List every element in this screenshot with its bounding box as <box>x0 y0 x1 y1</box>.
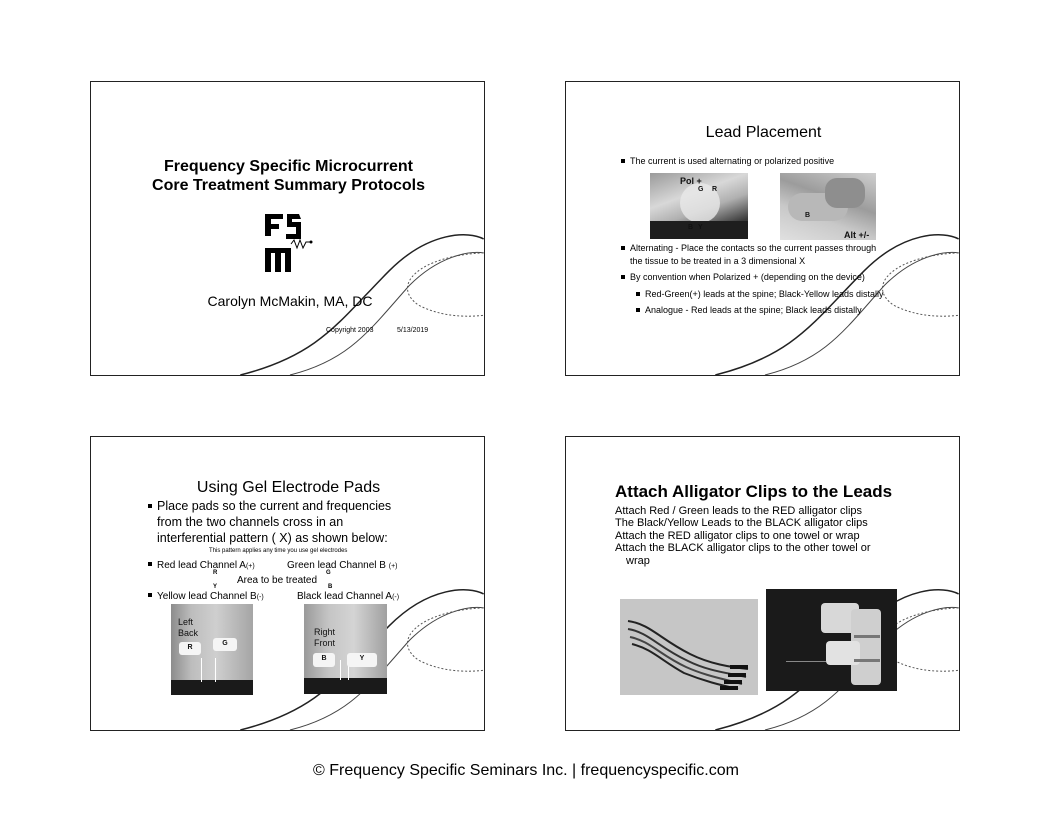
slide-title: Lead Placement <box>705 124 822 141</box>
yellow-lead-sign: (-) <box>256 594 264 601</box>
instruction-line-4: Attach the BLACK alligator clips to the other towel or <box>615 542 871 554</box>
photo-towel-wraps <box>766 589 897 691</box>
slide-4 <box>565 436 960 731</box>
paragraph-line-2: from the two channels cross in an <box>157 515 344 529</box>
paragraph-line-3: interferential pattern ( X) as shown below: <box>157 531 388 545</box>
usage-note: This pattern applies any time you use gel electrodes <box>209 548 348 554</box>
photo-1-b: B <box>688 224 694 231</box>
photo-alligator-clips <box>620 599 758 695</box>
photo-right-front <box>304 604 387 694</box>
slide-3 <box>90 436 485 731</box>
left-back-label-1: Left <box>178 617 194 627</box>
bullet-1-text: The current is used alternating or polarized positive <box>630 156 835 166</box>
photo-2-b: B <box>805 212 811 219</box>
diagram-y: Y <box>213 584 218 590</box>
photo-1-g: G <box>698 186 704 193</box>
green-lead-row <box>287 560 398 573</box>
photo-1-r: R <box>712 186 718 193</box>
bullet-2 <box>621 242 876 254</box>
slide-2 <box>565 81 960 376</box>
sub-bullet-2-text: Analogue - Red leads at the spine; Black leads distally <box>645 305 862 315</box>
red-lead-text: Red lead Channel A <box>157 560 246 571</box>
instruction-line-2: The Black/Yellow Leads to the BLACK alligator clips <box>615 517 868 529</box>
black-lead-sign: (-) <box>392 594 400 601</box>
black-lead-text: Black lead Channel A <box>297 591 393 602</box>
green-lead-sign: (+) <box>388 563 398 570</box>
pad-b: B <box>313 653 335 667</box>
left-back-label-2: Back <box>178 628 199 638</box>
slide-title-line-2: Core Treatment Summary Protocols <box>152 177 425 194</box>
copyright-text: Copyright 2003 <box>326 327 374 334</box>
bullet-2-line-1: Alternating - Place the contacts so the current passes through <box>630 243 877 253</box>
paragraph-line-1 <box>148 498 391 514</box>
diagram-r: R <box>213 570 218 576</box>
red-lead-row <box>148 560 255 573</box>
pad-g: G <box>213 638 237 651</box>
bullet-1 <box>621 155 834 167</box>
right-front-label-1: Right <box>314 627 336 637</box>
photo-2-label: Alt +/- <box>844 230 870 240</box>
slide-title: Attach Alligator Clips to the Leads <box>615 482 893 501</box>
paragraph-line-1-text: Place pads so the current and frequencies <box>157 499 392 513</box>
photo-1-y: Y <box>698 224 703 231</box>
black-lead-row <box>297 591 399 604</box>
diagram-b: B <box>328 584 333 590</box>
red-lead-sign: (+) <box>245 563 255 570</box>
slide-title: Using Gel Electrode Pads <box>196 479 381 496</box>
bullet-3-text: By convention when Polarized + (depending on the device) <box>630 272 865 282</box>
diagram-g: G <box>326 570 331 576</box>
right-front-label-2: Front <box>314 638 336 648</box>
sub-bullet-1-text: Red-Green(+) leads at the spine; Black-Yellow leads distally <box>645 289 884 299</box>
instruction-line-3: Attach the RED alligator clips to one towel or wrap <box>615 530 860 542</box>
date-text: 5/13/2019 <box>397 327 429 334</box>
footer-text: © Frequency Specific Seminars Inc. | frequencyspecific.com <box>313 762 739 779</box>
bullet-3 <box>621 271 865 283</box>
instruction-line-1: Attach Red / Green leads to the RED alligator clips <box>615 505 863 517</box>
yellow-lead-row <box>148 591 264 604</box>
slide-title-line-1: Frequency Specific Microcurrent <box>164 158 413 175</box>
sub-bullet-1 <box>636 288 884 300</box>
slide-1 <box>90 81 485 376</box>
author-name: Carolyn McMakin, MA, DC <box>207 293 373 309</box>
bullet-2-line-2: the tissue to be treated in a 3 dimensional X <box>630 256 806 266</box>
instruction-line-5: wrap <box>626 555 650 567</box>
photo-1-label: Pol + <box>680 176 702 186</box>
yellow-lead-text: Yellow lead Channel B <box>157 591 257 602</box>
area-label: Area to be treated <box>237 575 318 586</box>
sub-bullet-2 <box>636 304 862 316</box>
fsm-logo <box>263 212 313 274</box>
pad-r: R <box>179 642 201 655</box>
green-lead-text: Green lead Channel B <box>287 560 386 571</box>
pad-y: Y <box>347 653 377 667</box>
